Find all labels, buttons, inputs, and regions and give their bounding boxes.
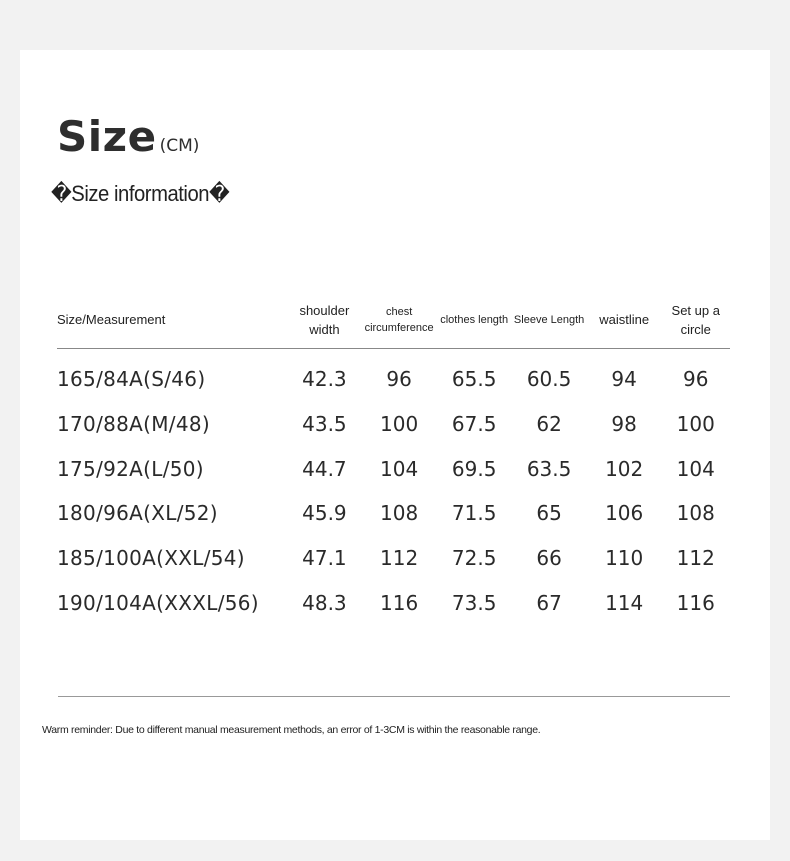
header-size: Size/Measurement	[57, 293, 288, 349]
section-subtitle: �Size information�	[51, 181, 230, 206]
cell-size: 180/96A(XL/52)	[57, 501, 218, 526]
cell-set-up-circle: 100	[676, 412, 715, 437]
cell-sleeve-length: 60.5	[526, 367, 572, 392]
page-title: Size	[57, 112, 157, 161]
header-set-up-circle: Set up a circle	[662, 293, 730, 349]
header-waistline: waistline	[587, 293, 662, 349]
cell-shoulder-width: 42.3	[302, 367, 347, 392]
header-clothes-length: clothes length	[437, 293, 511, 349]
cell-set-up-circle: 116	[676, 590, 715, 615]
cell-shoulder-width: 47.1	[302, 546, 347, 571]
cell-shoulder-width: 45.9	[302, 501, 347, 526]
cell-sleeve-length: 65	[536, 501, 562, 526]
header-shoulder-width: shoulder width	[288, 293, 362, 349]
size-chart-card	[20, 50, 770, 840]
cell-waistline: 94	[611, 367, 637, 392]
cell-clothes-length: 73.5	[451, 590, 497, 615]
cell-size: 170/88A(M/48)	[57, 412, 210, 437]
cell-sleeve-length: 62	[536, 412, 562, 437]
header-chest-circumference: chest circumference	[361, 293, 437, 349]
cell-shoulder-width: 48.3	[302, 590, 347, 615]
table-row	[57, 349, 730, 402]
cell-set-up-circle: 104	[676, 456, 715, 481]
cell-set-up-circle: 96	[683, 367, 709, 392]
cell-clothes-length: 69.5	[451, 456, 497, 481]
cell-waistline: 114	[605, 590, 644, 615]
title-block	[57, 112, 199, 161]
cell-clothes-length: 67.5	[451, 412, 497, 437]
table-body	[57, 349, 730, 626]
size-table	[57, 293, 730, 625]
header-row	[57, 293, 730, 349]
cell-chest-circumference: 108	[380, 501, 419, 526]
cell-sleeve-length: 63.5	[526, 456, 572, 481]
cell-sleeve-length: 67	[536, 590, 562, 615]
cell-chest-circumference: 100	[380, 412, 419, 437]
cell-chest-circumference: 104	[380, 456, 419, 481]
cell-clothes-length: 65.5	[451, 367, 497, 392]
cell-waistline: 102	[605, 456, 644, 481]
cell-set-up-circle: 108	[676, 501, 715, 526]
cell-size: 185/100A(XXL/54)	[57, 546, 245, 571]
warm-reminder: Warm reminder: Due to different manual measurement methods, an error of 1-3CM is within the reasonable range.	[42, 724, 541, 736]
cell-chest-circumference: 116	[380, 590, 419, 615]
cell-waistline: 106	[605, 501, 644, 526]
header-sleeve-length: Sleeve Length	[511, 293, 586, 349]
cell-sleeve-length: 66	[536, 546, 562, 571]
cell-waistline: 98	[611, 412, 637, 437]
table-row	[57, 536, 730, 581]
cell-set-up-circle: 112	[676, 546, 715, 571]
table-row	[57, 491, 730, 536]
cell-clothes-length: 72.5	[451, 546, 497, 571]
cell-chest-circumference: 112	[380, 546, 419, 571]
unit-label: (CM)	[159, 136, 200, 156]
table-row	[57, 580, 730, 625]
cell-shoulder-width: 44.7	[302, 456, 347, 481]
table-row	[57, 402, 730, 447]
cell-clothes-length: 71.5	[451, 501, 497, 526]
cell-size: 190/104A(XXXL/56)	[57, 590, 259, 615]
cell-size: 165/84A(S/46)	[57, 367, 206, 392]
cell-shoulder-width: 43.5	[302, 412, 347, 437]
table-row	[57, 446, 730, 491]
cell-waistline: 110	[605, 546, 644, 571]
cell-chest-circumference: 96	[386, 367, 412, 392]
divider	[58, 696, 730, 697]
cell-size: 175/92A(L/50)	[57, 456, 204, 481]
